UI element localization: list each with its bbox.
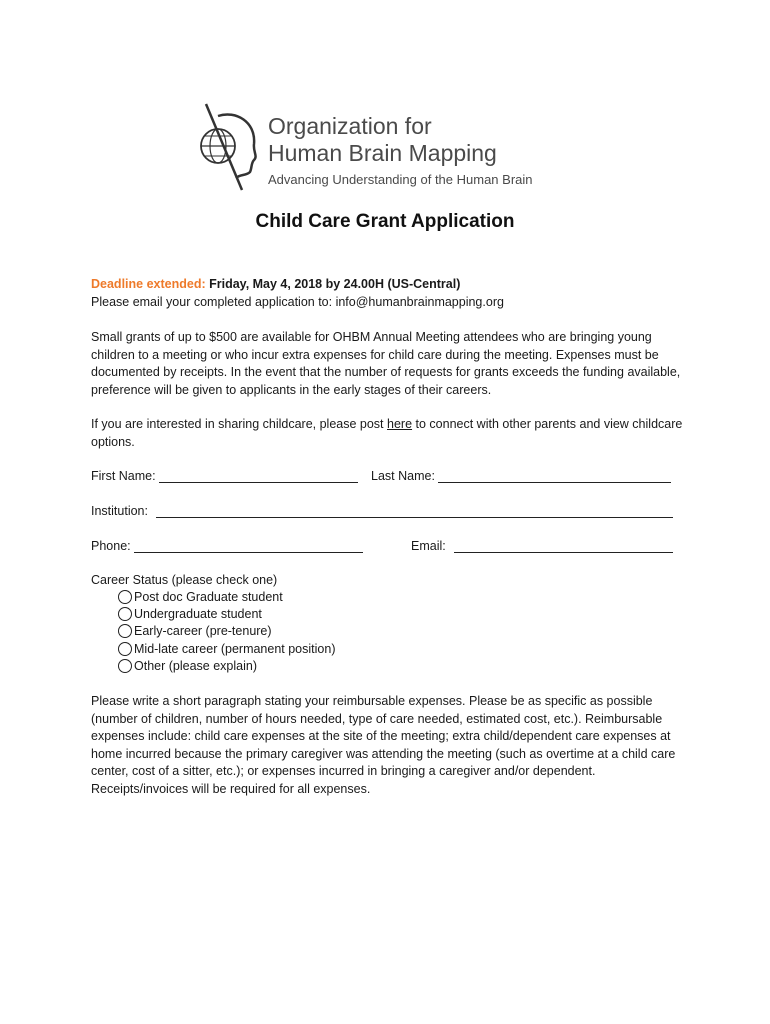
brain-head-logo-icon bbox=[196, 100, 262, 192]
phone-field[interactable] bbox=[134, 552, 363, 553]
phone-label: Phone: bbox=[91, 539, 131, 553]
radio-button-icon[interactable] bbox=[118, 607, 132, 621]
expenses-paragraph: Please write a short paragraph stating your reimbursable expenses. Please be as specific as possible (number of children, number of hours needed, type of care needed, estimated cost, etc.). Reimbursable expenses include: child care expenses at the site of the meeting; extra child/dependent care expenses at home incurred because the primary caregiver was attending the meeting (such as overtime at a child care center, cost of a sitter, etc.); or expenses incurred in bringing a caregiver and/or dependent. Receipts/invoices will be required for all expenses. bbox=[91, 694, 676, 796]
career-option-other[interactable] bbox=[118, 658, 257, 675]
page-title: Child Care Grant Application bbox=[255, 211, 515, 232]
childcare-text-after: to connect with other parents and view childcare options. bbox=[91, 417, 683, 449]
email-field[interactable] bbox=[454, 552, 673, 553]
last-name-label: Last Name: bbox=[371, 469, 435, 483]
career-status-heading: Career Status (please check one) bbox=[91, 573, 278, 587]
radio-button-icon[interactable] bbox=[118, 642, 132, 656]
logo-org-line2: Human Brain Mapping bbox=[268, 140, 497, 166]
career-option-label: Post doc Graduate student bbox=[134, 590, 283, 604]
radio-button-icon[interactable] bbox=[118, 624, 132, 638]
last-name-field[interactable] bbox=[438, 482, 671, 483]
email-label: Email: bbox=[411, 539, 446, 553]
childcare-paragraph bbox=[91, 416, 691, 451]
childcare-text-before: If you are interested in sharing childcare, please post bbox=[91, 417, 388, 431]
career-option-mid-late-career[interactable] bbox=[118, 641, 335, 658]
radio-button-icon[interactable] bbox=[118, 590, 132, 604]
first-name-field[interactable] bbox=[159, 482, 358, 483]
deadline-date: Friday, May 4, 2018 by 24.00H (US-Central) bbox=[209, 277, 461, 291]
logo-org-line1: Organization for bbox=[268, 113, 432, 139]
institution-label: Institution: bbox=[91, 504, 148, 518]
career-option-early-career[interactable] bbox=[118, 623, 272, 640]
deadline-block bbox=[91, 276, 691, 311]
email-instruction: Please email your completed application to: info@humanbrainmapping.org bbox=[91, 294, 504, 309]
childcare-link[interactable]: here bbox=[387, 417, 413, 431]
radio-button-icon[interactable] bbox=[118, 659, 132, 673]
career-option-label: Early-career (pre-tenure) bbox=[134, 624, 272, 638]
deadline-label: Deadline extended: bbox=[91, 277, 206, 291]
career-option-label: Undergraduate student bbox=[134, 607, 262, 621]
first-name-label: First Name: bbox=[91, 469, 156, 483]
institution-field[interactable] bbox=[156, 517, 673, 518]
career-option-label: Other (please explain) bbox=[134, 659, 257, 673]
career-option-label: Mid-late career (permanent position) bbox=[134, 642, 336, 656]
logo-tagline: Advancing Understanding of the Human Brain bbox=[268, 172, 533, 187]
career-option-undergraduate[interactable] bbox=[118, 606, 262, 623]
career-option-postdoc-grad[interactable] bbox=[118, 589, 283, 606]
intro-paragraph: Small grants of up to $500 are available for OHBM Annual Meeting attendees who are bringing young children to a meeting or who incur extra expenses for child care during the meeting. Expenses must be documented by receipts. In the event that the number of requests for grants exceeds the funding available, preference will be given to applicants in the early stages of their careers. bbox=[91, 330, 681, 397]
ohbm-logo bbox=[196, 100, 533, 192]
